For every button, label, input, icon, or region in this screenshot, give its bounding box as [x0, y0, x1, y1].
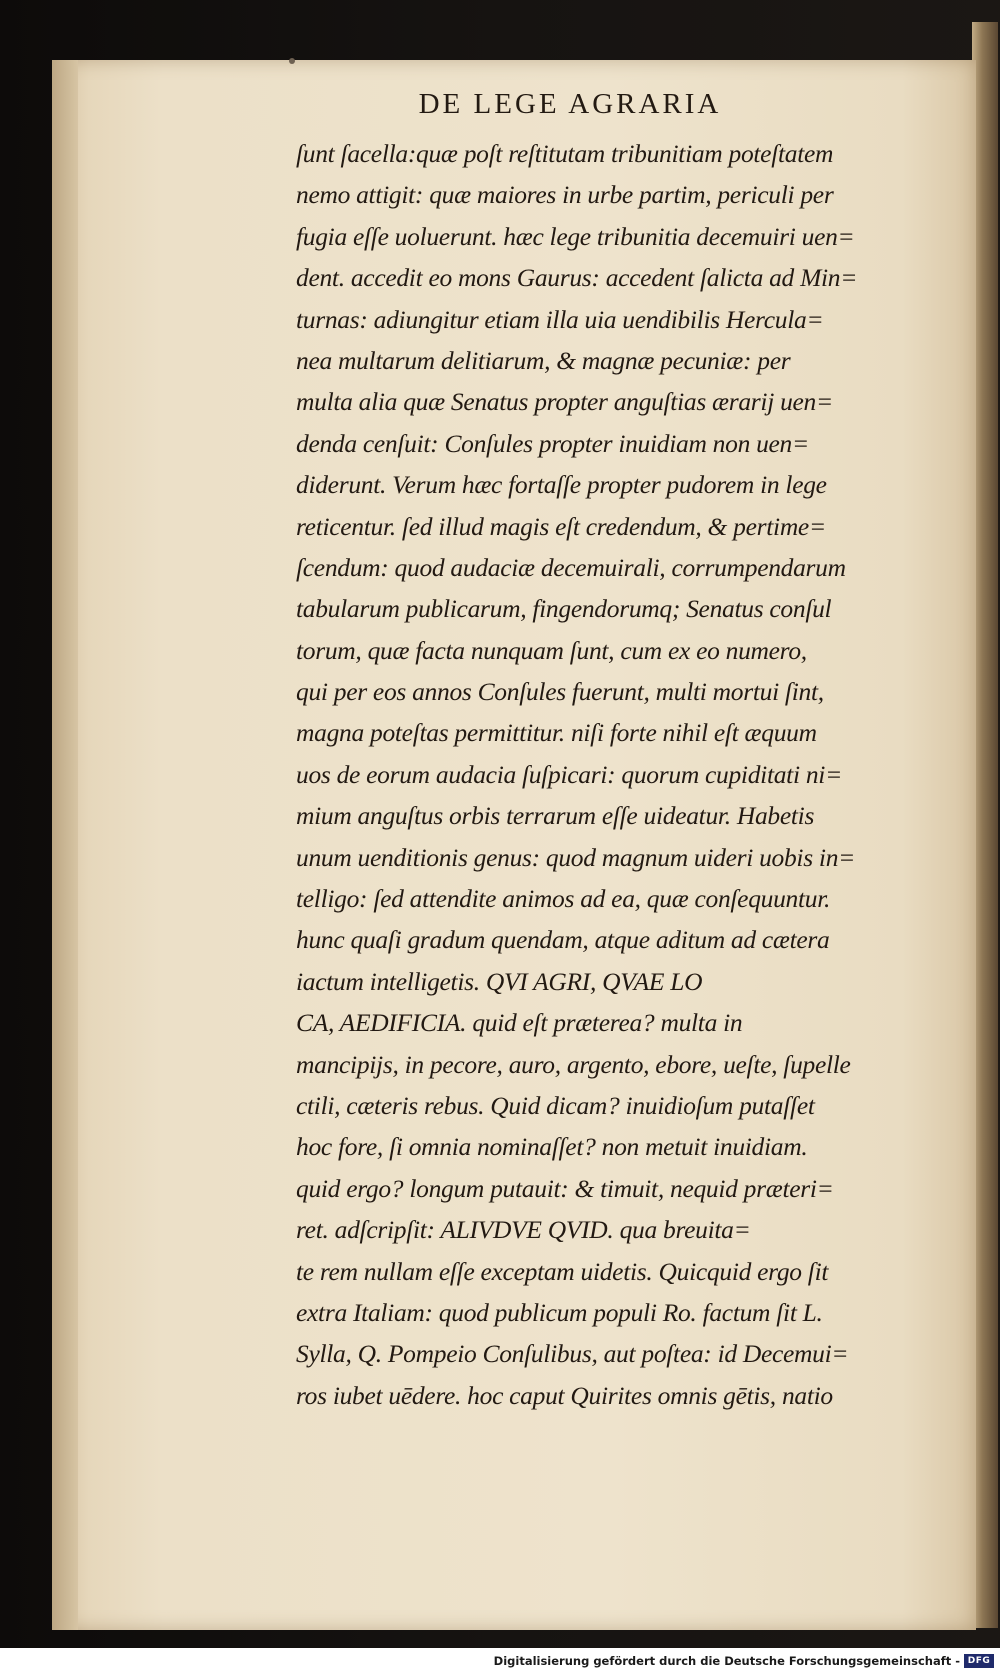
text-line: diderunt. Verum hæc fortaſſe propter pudorem in lege [296, 470, 827, 500]
text-line: ctili, cæteris rebus. Quid dicam? inuidioſum putaſſet [296, 1090, 815, 1120]
text-line: torum, quæ facta nunquam ſunt, cum ex eo numero, [296, 635, 807, 665]
text-line: denda cenſuit: Conſules propter inuidiam non uen= [296, 428, 809, 458]
digitization-credit: Digitalisierung gefördert durch die Deutsche Forschungsgemeinschaft - [493, 1654, 960, 1668]
text-line: mium anguſtus orbis terrarum eſſe uideatur. Habetis [296, 801, 815, 831]
text-line: unum uenditionis genus: quod magnum uideri uobis in= [296, 842, 856, 872]
text-line: uos de eorum audacia ſuſpicari: quorum cupiditati ni= [296, 759, 842, 789]
text-line: hunc quaſi gradum quendam, atque aditum ad cætera [296, 925, 830, 955]
text-line: te rem nullam eſſe exceptam uidetis. Quicquid ergo ſit [296, 1256, 829, 1286]
text-line: nemo attigit: quæ maiores in urbe partim, periculi per [296, 180, 834, 210]
text-line: qui per eos annos Conſules fuerunt, multi mortui ſint, [296, 677, 824, 707]
text-line: CA, AEDIFICIA. quid eſt præterea? multa in [296, 1008, 743, 1038]
text-line: fugia eſſe uoluerunt. hæc lege tribunitia decemuiri uen= [296, 221, 855, 251]
text-line: turnas: adiungitur etiam illa uia uendibilis Hercula= [296, 304, 824, 334]
text-line: Sylla, Q. Pompeio Conſulibus, aut poſtea: id Decemui= [296, 1339, 849, 1369]
text-line: dent. accedit eo mons Gaurus: accedent ſalicta ad Min= [296, 263, 858, 293]
text-line: nea multarum delitiarum, & magnæ pecuniæ: per [296, 345, 791, 375]
text-line: iactum intelligetis. QVI AGRI, QVAE LO [296, 966, 703, 996]
running-head: DE LEGE AGRARIA [418, 88, 722, 120]
text-line: multa alia quæ Senatus propter anguſtias ærarij uen= [296, 387, 833, 417]
text-line: ſunt ſacella:quæ poſt reſtitutam tribunitiam poteſtatem [296, 139, 834, 168]
text-line: extra Italiam: quod publicum populi Ro. factum ſit L. [296, 1297, 823, 1327]
text-line: reticentur. ſed illud magis eſt credendum, & pertime= [296, 511, 826, 541]
text-line: quid ergo? longum putauit: & timuit, nequid præteri= [296, 1173, 834, 1203]
text-block [296, 133, 956, 1416]
text-line: ret. adſcripſit: ALIVDVE QVID. qua breuita= [296, 1215, 751, 1245]
dfg-logo: DFG [964, 1654, 994, 1668]
text-line: magna poteſtas permittitur. niſi forte nihil eſt æquum [296, 718, 817, 748]
page-left-edge [52, 60, 78, 1630]
text-line: tabularum publicarum, fingendorumq; Senatus conſul [296, 594, 832, 624]
text-line: telligo: ſed attendite animos ad ea, quæ conſequuntur. [296, 884, 831, 914]
text-line: hoc fore, ſi omnia nominaſſet? non metuit inuidiam. [296, 1132, 808, 1162]
text-line: mancipijs, in pecore, auro, argento, ebore, ueſte, ſupelle [296, 1049, 851, 1079]
text-line: ros iubet uēdere. hoc caput Quirites omnis gētis, natio [296, 1380, 833, 1410]
text-line: ſcendum: quod audaciæ decemuirali, corrumpendarum [296, 552, 846, 582]
page-spot [289, 58, 295, 64]
